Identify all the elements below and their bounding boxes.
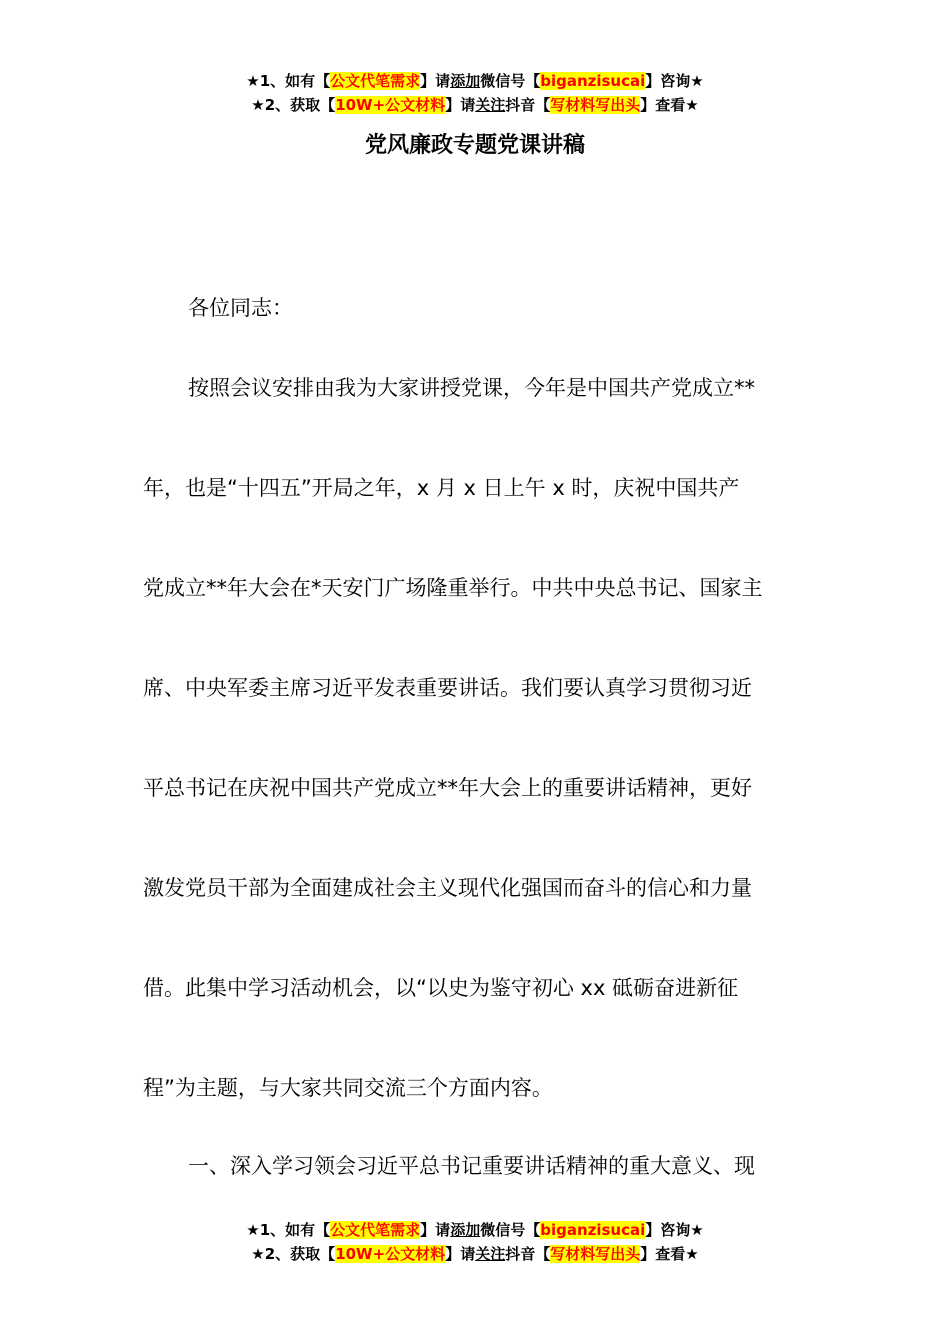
body-line: 程”为主题，与大家共同交流三个方面内容。 — [143, 1076, 553, 1100]
banner-text: ★2、获取【 — [251, 1245, 336, 1263]
banner-line-2 — [0, 1242, 950, 1266]
header-banner — [0, 69, 950, 117]
body-line: 党成立**年大会在*天安门广场隆重举行。中共中央总书记、国家主 — [143, 576, 763, 600]
banner-text: ★2、获取【 — [251, 96, 336, 114]
banner-highlight: 公文代笔需求 — [330, 1221, 421, 1239]
banner-underline: 关注 — [475, 96, 506, 114]
banner-underline: 关注 — [475, 1245, 506, 1263]
banner-highlight: 公文代笔需求 — [330, 72, 421, 90]
banner-line-1 — [0, 1218, 950, 1242]
document-title: 党风廉政专题党课讲稿 — [364, 133, 585, 158]
banner-text: 】请 — [445, 1245, 476, 1263]
banner-line-1 — [0, 69, 950, 93]
body-line: 席、中央军委主席习近平发表重要讲话。我们要认真学习贯彻习近 — [143, 676, 752, 700]
body-line: 借。此集中学习活动机会，以“以史为鉴守初心 xx 砥砺奋进新征 — [143, 976, 739, 1000]
banner-underline: 添加 — [450, 1221, 481, 1239]
banner-text: 】咨询★ — [645, 1221, 704, 1239]
banner-text: 抖音【 — [505, 96, 551, 114]
banner-text: 】请 — [445, 96, 476, 114]
douyin-id-highlight: 写材料写出头 — [550, 1245, 641, 1263]
section-heading: 一、深入学习领会习近平总书记重要讲话精神的重大意义、现 — [188, 1154, 755, 1178]
banner-text: ★1、如有【 — [246, 1221, 331, 1239]
footer-banner — [0, 1218, 950, 1266]
salutation: 各位同志： — [188, 296, 293, 320]
banner-text: ★1、如有【 — [246, 72, 331, 90]
body-line: 激发党员干部为全面建成社会主义现代化强国而奋斗的信心和力量 — [143, 876, 752, 900]
banner-text: 】请 — [420, 72, 451, 90]
banner-text: 】查看★ — [640, 1245, 699, 1263]
body-line: 按照会议安排由我为大家讲授党课，今年是中国共产党成立** — [188, 376, 755, 400]
banner-text: 抖音【 — [505, 1245, 551, 1263]
body-line: 平总书记在庆祝中国共产党成立**年大会上的重要讲话精神，更好 — [143, 776, 752, 800]
body-line: 年，也是“十四五”开局之年，x 月 x 日上午 x 时，庆祝中国共产 — [143, 476, 740, 500]
wechat-id-highlight: biganzisucai — [540, 1221, 646, 1239]
banner-text: 微信号【 — [480, 72, 541, 90]
banner-text: 】查看★ — [640, 96, 699, 114]
banner-text: 】咨询★ — [645, 72, 704, 90]
banner-underline: 添加 — [450, 72, 481, 90]
banner-text: 】请 — [420, 1221, 451, 1239]
banner-highlight: 10W+公文材料 — [335, 96, 446, 114]
douyin-id-highlight: 写材料写出头 — [550, 96, 641, 114]
wechat-id-highlight: biganzisucai — [540, 72, 646, 90]
banner-line-2 — [0, 93, 950, 117]
banner-text: 微信号【 — [480, 1221, 541, 1239]
banner-highlight: 10W+公文材料 — [335, 1245, 446, 1263]
